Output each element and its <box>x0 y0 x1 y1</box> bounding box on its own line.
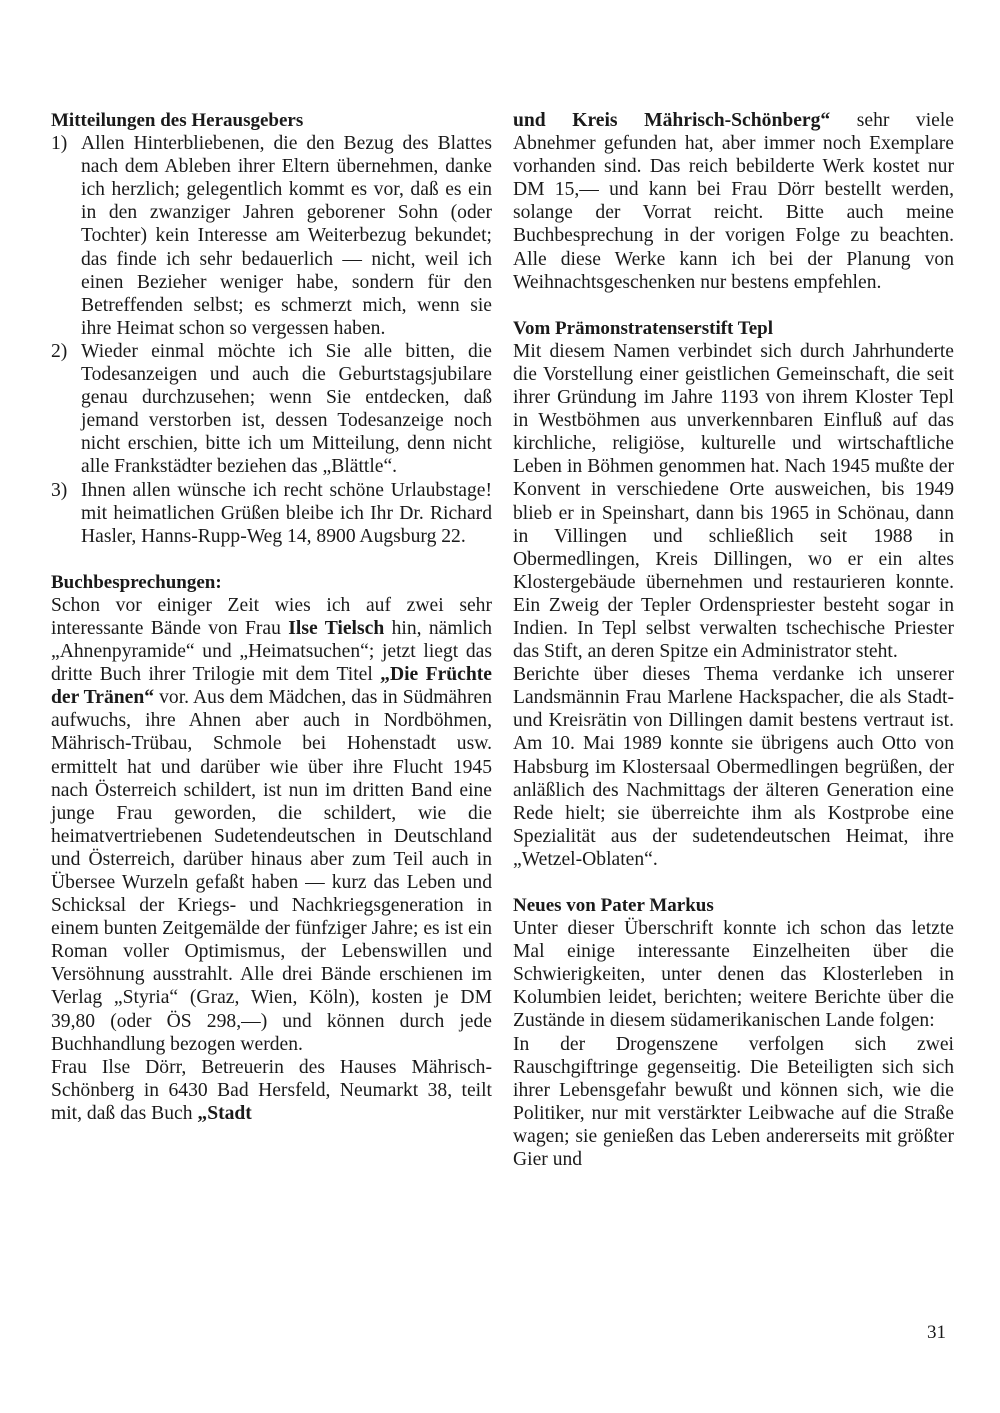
section-heading-buchbesprechungen: Buchbesprechungen: <box>51 571 222 593</box>
left-column <box>51 109 492 1125</box>
section-heading-pater-markus: Neues von Pater Markus <box>513 895 714 916</box>
book-review-paragraph: Schon vor einiger Zeit wies ich auf zwei sehr interessante Bände von Frau Ilse Tielsch hin, nämlich „Ahnenpyramide“ und „Heimatsuchen“; jetzt liegt das dritte Buch ihrer Trilogie mit dem Titel „Die Früchte der Tränen“ vor. Aus dem Mädchen, das in Südmähren aufwuchs, ihre Ahnen aber auch in Nordböhmen, Mährisch-Trübau, Schmole bei Hohenstadt usw. ermittelt hat und darüber wie über ihre Flucht 1945 nach Österreich schildert, ist nun im dritten Band eine junge Frau geworden, die schildert, wie die heimatvertriebenen Sudetendeutschen in Deutschland und Österreich, darüber hinaus aber zum Teil auch in Übersee Wurzeln gefaßt haben — kurz das Leben und Schicksal der Kriegs- und Nachkriegsgeneration in einem bunten Zeitgemälde der fünfziger Jahre; es ist ein Roman voller Optimismus, der Lebenswillen und Versöhnung ausstrahlt. Alle drei Bände erschienen im Verlag „Styria“ (Graz, Wien, Köln), kosten je DM 39,80 (oder ÖS 298,—) und können durch jede Buchhandlung bezogen werden. <box>51 594 492 1055</box>
list-item <box>51 479 492 548</box>
section-heading-tepl: Vom Prämonstratenserstift Tepl <box>513 317 773 339</box>
section-heading-mitteilungen: Mitteilungen des Herausgebers <box>51 110 304 131</box>
continued-paragraph: und Kreis Mährisch-Schönberg“ sehr viele Abnehmer gefunden hat, aber immer noch Exemplare vorhanden sind. Das reich bebilderte Werk kostet nur DM 15,— und kann bei Frau Dörr bestellt werden, solange der Vorrat reicht. Bitte auch meine Buchbesprechung in der vorigen Folge zu beachten. Alle diese Werke kann ich bei der Planung von Weihnachtsgeschenken nur bestens empfehlen. <box>513 110 954 293</box>
list-number: 2) <box>51 340 68 362</box>
list-number: 1) <box>51 133 68 155</box>
list-item <box>51 132 492 340</box>
list-number: 3) <box>51 479 68 501</box>
list-item <box>51 340 492 479</box>
list-text: Ihnen allen wünsche ich recht schöne Urlaubstage! mit heimatlichen Grüßen bleibe ich Ihr Dr. Richard Hasler, Hanns-Rupp-Weg 14, 8900 Augsburg 22. <box>81 479 492 547</box>
book-title: „Die Früchte der Tränen“ <box>51 664 492 709</box>
book-review-paragraph-2: Frau Ilse Dörr, Betreuerin des Hauses Mährisch-Schönberg in 6430 Bad Hersfeld, Neumarkt 38, teilt mit, daß das Buch „Stadt <box>51 1056 492 1124</box>
tepl-paragraph-1: Mit diesem Namen verbindet sich durch Jahrhunderte die Vorstellung einer geistlichen Gemeinschaft, die seit ihrer Gründung im Jahre 1193 von ihrem Kloster Tepl in Westböhmen aus unverkennbaren Einfluß auf das kirchliche, religiöse, kulturelle und wirtschaftliche Leben in Böhmen genommen hat. Nach 1945 mußte der Konvent in verschiedene Orte ausweichen, bis 1949 blieb er in Speinshart, dann bis 1965 in Schönau, dann in Villingen und schließlich seit 1988 in Obermedlingen, Kreis Dillingen, wo er ein altes Klostergebäude übernehmen und restaurieren konnte. Ein Zweig der Tepler Ordenspriester besteht sogar in Indien. In Tepl selbst verwalten tschechische Priester das Stift, an deren Spitze ein Administrator steht. <box>513 340 954 663</box>
markus-paragraph-2: In der Drogenszene verfolgen sich zwei Rauschgiftringe gegenseitig. Die Beteiligten sich sich ihrer Lebensgefahr bewußt und können sich, wie die Politiker, nur mit verstärkter Leibwache auf die Straße wagen; sie genießen das Leben andererseits mit größter Gier und <box>513 1033 954 1171</box>
author-name: Ilse Tielsch <box>288 617 385 639</box>
markus-paragraph-1: Unter dieser Überschrift konnte ich schon das letzte Mal einige interessante Einzelheiten über die Schwierigkeiten, unter denen das Klosterleben in Kolumbien leidet, berichten; weitere Berichte über die Zustände in diesem südamerikanischen Lande folgen: <box>513 918 954 1032</box>
book-title-end: und Kreis Mährisch-Schönberg“ <box>513 110 831 131</box>
notice-list <box>51 132 492 548</box>
list-text: Allen Hinterbliebenen, die den Bezug des Blattes nach dem Ableben ihrer Eltern übernehmen, danke ich herzlich; gelegentlich kommt es vor, daß es ein in den zwanziger Jahren geborener Sohn (oder Tochter) kein Interesse am Weiterbezug bekundet; das finde ich sehr bedauerlich — nicht, weil ich einen Bezieher weniger habe, sondern für den Betreffenden selbst; es schmerzt mich, wenn sie ihre Heimat schon so vergessen haben. <box>81 133 492 339</box>
right-column <box>513 109 954 1171</box>
book-title-start: „Stadt <box>197 1102 252 1124</box>
list-text: Wieder einmal möchte ich Sie alle bitten, die Todesanzeigen und auch die Geburtstagsjubilare genau durchzusehen; wenn Sie entdecken, daß jemand verstorben ist, dessen Todesanzeige noch nicht erschien, bitte ich um Mitteilung, denn nicht alle Frankstädter beziehen das „Blättle“. <box>81 340 492 478</box>
page-number: 31 <box>927 1322 946 1343</box>
tepl-paragraph-2: Berichte über dieses Thema verdanke ich unserer Landsmännin Frau Marlene Hackspacher, die als Stadt- und Kreisrätin von Dillingen damit bestens vertraut ist. Am 10. Mai 1989 konnte sie übrigens auch Otto von Habsburg im Klostersaal Obermedlingen begrüßen, der anläßlich des Nachmittags der älteren Generation eine Rede hielt; sie überreichte ihm als Kostprobe eine Spezialität aus der sudetendeutschen Heimat, ihre „Wetzel-Oblaten“. <box>513 664 954 870</box>
